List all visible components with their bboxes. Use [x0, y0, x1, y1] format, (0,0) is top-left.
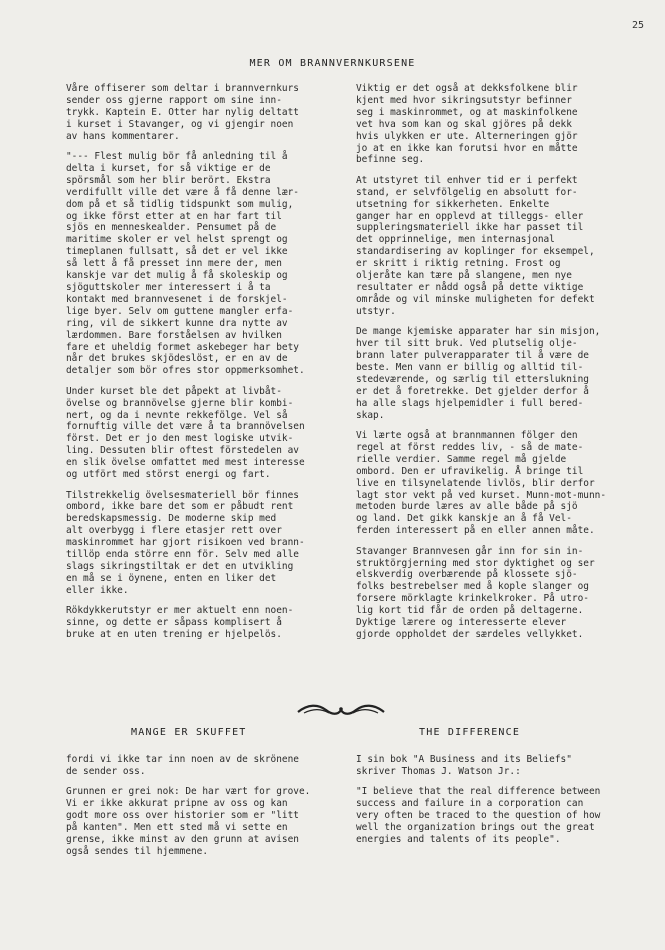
paragraph: Stavanger Brannvesen går inn for sin in- struktörgjerning med stor dyktighet og ser elskverdig overbærende på klossete sjö- folks bestrebelser med å kople slanger og forsere mörklagte krinkelkroker. På utro- lig kort tid får de orden på deltagerne. Dyktige lærere og interesserte elever gjorde oppholdet der særdeles vellykket.	[356, 545, 595, 640]
bottom-right-column	[356, 754, 646, 854]
section-heading-mange-er-skuffet: MANGE ER SKUFFET	[131, 727, 247, 738]
left-column	[66, 83, 338, 649]
section-heading-the-difference: THE DIFFERENCE	[419, 727, 521, 738]
paragraph: Tilstrekkelig övelsesmateriell bör finnes ombord, ikke bare det som er påbudt rent beredskapsmessig. De moderne skip med alt overbygg i flere etasjer rett over maskinrommet har gjort risikoen ved brann- tillöp enda större enn för. Selv med alle slags sikringstiltak er det en utvikling en må se i öynene, enten en liker det eller ikke.	[66, 489, 305, 596]
right-column	[356, 83, 646, 649]
ornament-divider	[296, 700, 386, 720]
page-number: 25	[632, 20, 645, 31]
paragraph: fordi vi ikke tar inn noen av de skrönene de sender oss.	[66, 754, 299, 777]
article-title: MER OM BRANNVERNKURSENE	[249, 58, 416, 69]
paragraph: Grunnen er grei nok: De har vært for grove. Vi er ikke akkurat pripne av oss og kan godt more oss over historier som er "litt på kanten". Men ett sted må vi sette en grense, ikke minst av den grunn at avisen også sendes til hjemmene.	[66, 786, 311, 857]
bottom-left-column	[66, 754, 346, 866]
paragraph: Våre offiserer som deltar i brannvernkurs sender oss gjerne rapport om sine inn- trykk. Kaptein E. Otter har nylig deltatt i kurset i Stavanger, og vi gjengir noen av hans kommentarer.	[66, 83, 299, 142]
paragraph: Vi lærte også at brannmannen fölger den regel at först reddes liv, - så de mate- rielle verdier. Samme regel må gjelde ombord. Den er ufravikelig. Å bringe til live en tilsynelatende livlös, blir derfor lagt stor vekt på ved kurset. Munn-mot-munn- metoden burde læres av alle både på sjö og land. Det gikk kanskje an å få Vel- ferden interessert på en eller annen måte.	[356, 429, 607, 537]
paragraph: Viktig er det også at dekksfolkene blir kjent med hvor sikringsutstyr befinner seg i maskinrommet, og at maskinfolkene vet hva som kan og skal gjöres på dekk hvis ulykken er ute. Alterneringen gjör jo at en ikke kan forutsi hvor en måtte befinne seg.	[356, 83, 578, 166]
paragraph: De mange kjemiske apparater har sin misjon, hver til sitt bruk. Ved plutselig olje- brann later pulverapparater til å være de beste. Men vann er billig og alltid til- stedeværende, og særlig til etterslukning er det å foretrekke. Det gjelder derfor å ha alle slags hjelpemidler i full bered- skap.	[356, 326, 601, 421]
paragraph: Rökdykkerutstyr er mer aktuelt enn noen- sinne, og dette er såpass komplisert å bruke at en uten trening er hjelpelös.	[66, 605, 294, 640]
paragraph: "I believe that the real difference between success and failure in a corporation can very often be traced to the question of how well the organization brings out the great energies and talents of its people".	[356, 786, 601, 845]
paragraph: Under kurset ble det påpekt at livbåt- övelse og brannövelse gjerne blir kombi- nert, og da i nevnte rekkefölge. Vel så fornuftig ville det være å ta brannövelsen först. Det er jo den mest logiske utvik- ling. Dessuten blir oftest förstedelen av en slik övelse omfattet med mest interesse og utfört med störst energi og fart.	[66, 385, 305, 481]
paragraph: "--- Flest mulig bör få anledning til å delta i kurset, for så viktige er de spörsmål som her blir berört. Ekstra verdifullt ville det være å få denne lær- dom på et så tidlig tidspunkt som mulig, og ikke först etter at en har fart til sjös en menneskealder. Pensumet på de maritime skoler er vel helst sprengt og timeplanen fullsatt, så det er vel ikke så lett å få presset inn mere der, men kanskje var det mulig å få skoleskip og sjöguttskoler mer interessert i å ta kontakt med brannvesenet i de forskjel- lige byer. Selv om guttene mangler erfa- ring, vil de sikkert kunne dra nytte av lærdommen. Bare forståelsen av hvilken fare et uheldig formet askebeger har bety når det brukes skjödeslöst, er en av de detaljer som bör ofres stor oppmerksomhet.	[66, 151, 305, 377]
paragraph: I sin bok "A Business and its Beliefs" skriver Thomas J. Watson Jr.:	[356, 754, 572, 777]
paragraph: At utstyret til enhver tid er i perfekt stand, er selvfölgelig en absolutt for- utsetning for sikkerheten. Enkelte ganger har en opplevd at tilleggs- eller suppleringsmateriell ikke har passet til det opprinnelige, men internasjonal standardisering av koplinger for eksempel, er skritt i riktig retning. Frost og oljeråte kan tære på slangene, men nye resultater er nådd også på dette viktige område og vil minske muligheten for defekt utstyr.	[356, 174, 595, 317]
